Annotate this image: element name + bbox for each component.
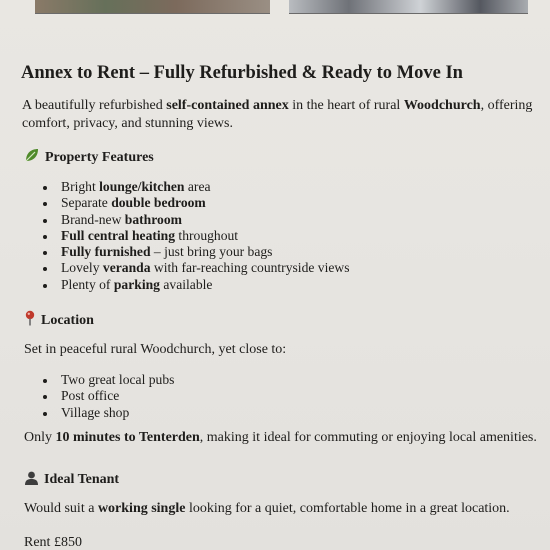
list-item: Lovely veranda with far-reaching countryside views [42, 260, 350, 276]
property-photo-window [289, 0, 528, 14]
property-photo-exterior [35, 0, 270, 14]
list-item: Post office [42, 388, 174, 404]
list-item: Separate double bedroom [42, 195, 350, 211]
location-list [42, 372, 174, 421]
tenant-text: Would suit a working single looking for a quiet, comfortable home in a great location. [24, 501, 510, 516]
location-note: Only 10 minutes to Tenterden, making it ideal for commuting or enjoying local amenities. [24, 430, 537, 445]
location-heading [24, 310, 94, 331]
list-item: Two great local pubs [42, 372, 174, 388]
tenant-heading [24, 470, 119, 490]
leaf-icon [24, 147, 40, 168]
intro-text-1: A beautifully refurbished [22, 98, 167, 113]
location-title: Location [41, 312, 94, 328]
list-item: Fully furnished – just bring your bags [42, 244, 350, 260]
rent-price: Rent £850 [24, 535, 82, 550]
intro-text-2: in the heart of rural [288, 98, 404, 113]
list-item: Village shop [42, 405, 174, 421]
location-intro: Set in peaceful rural Woodchurch, yet close to: [24, 342, 287, 357]
features-title: Property Features [45, 149, 154, 165]
tenant-title: Ideal Tenant [44, 472, 120, 487]
pin-icon [24, 310, 36, 331]
list-item: Plenty of parking available [42, 277, 350, 293]
list-item: Full central heating throughout [42, 228, 350, 244]
intro-highlight-annex: self-contained annex [166, 98, 289, 113]
list-item: Bright lounge/kitchen area [42, 179, 350, 195]
intro-paragraph [22, 97, 550, 133]
intro-highlight-village: Woodchurch [403, 98, 481, 113]
person-icon [24, 470, 39, 490]
features-heading [24, 147, 154, 168]
page-title: Annex to Rent – Fully Refurbished & Ready to Move In [21, 63, 463, 83]
features-list [42, 179, 350, 293]
intro-text-3: , offering comfort, privacy, and stunning views. [22, 98, 533, 131]
list-item: Brand-new bathroom [42, 212, 350, 228]
